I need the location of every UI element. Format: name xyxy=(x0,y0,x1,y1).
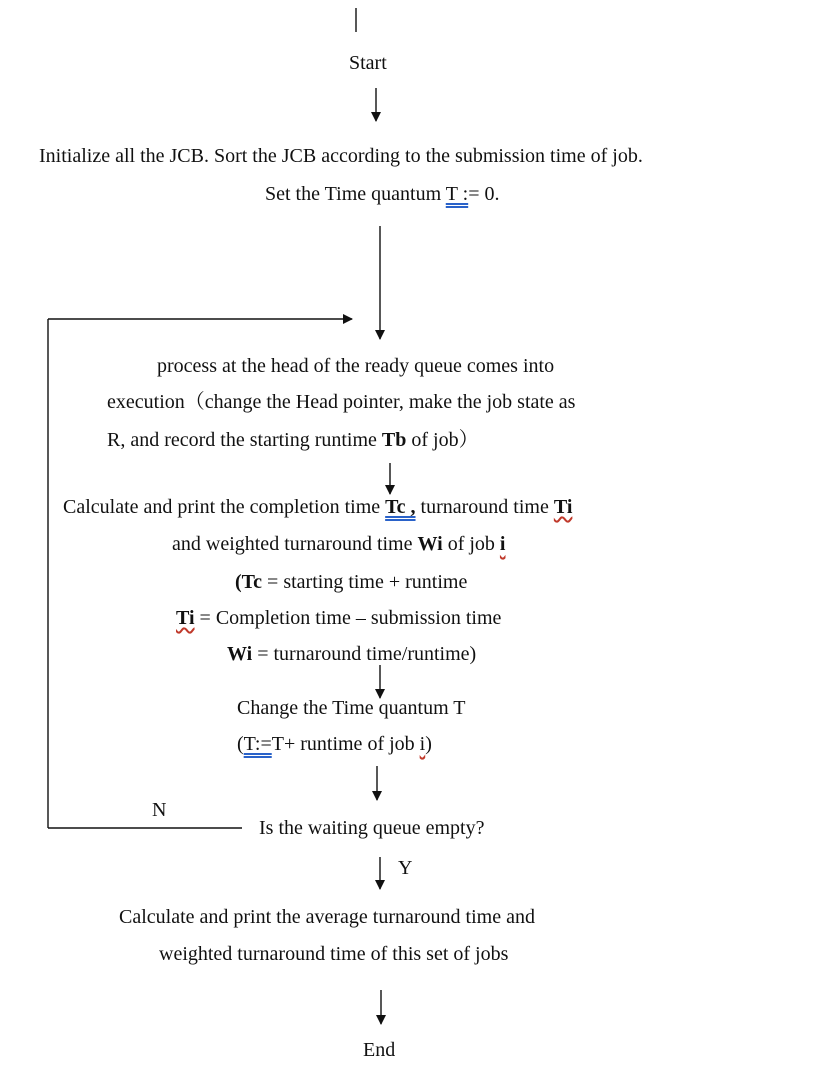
calc-text-line4-a: Ti xyxy=(176,607,195,629)
no-branch-label: N xyxy=(152,799,167,821)
calc-text-line3-b: = starting time + runtime xyxy=(262,571,468,593)
change-text-line2-b: T:= xyxy=(243,733,272,755)
change-text-line2-c: T+ runtime of job xyxy=(271,733,420,755)
calc-text-line1-a: Calculate and print the completion time xyxy=(63,496,386,518)
exec-text-line3-b: Tb xyxy=(381,429,407,451)
change-text-line2-e: ) xyxy=(425,733,432,755)
calc-text-line5-a: Wi xyxy=(227,643,253,665)
calc-text-line2-a: and weighted turnaround time xyxy=(172,533,418,555)
exec-text-line3 xyxy=(107,428,479,452)
yes-branch-label: Y xyxy=(398,857,413,879)
calc-text-line1-c: turnaround time xyxy=(415,496,554,518)
calc-text-line1-b: Tc , xyxy=(385,496,416,518)
end-node: End xyxy=(363,1039,396,1061)
decision-node: Is the waiting queue empty? xyxy=(259,817,485,839)
change-text-line2 xyxy=(237,732,432,756)
avg-text-line2: weighted turnaround time of this set of jobs xyxy=(159,943,509,965)
exec-text-line3-c: of job） xyxy=(406,429,479,451)
change-text-line1: Change the Time quantum T xyxy=(237,697,466,719)
calc-text-line1-d: Ti xyxy=(553,496,573,518)
init-text-line2-a: Set the Time quantum xyxy=(265,183,446,205)
calc-text-line2 xyxy=(172,532,505,556)
calc-text-line3 xyxy=(235,570,467,594)
init-text-line1: Initialize all the JCB. Sort the JCB according to the submission time of job. xyxy=(39,145,643,167)
calc-text-line5-b: = turnaround time/runtime) xyxy=(252,643,477,665)
calc-text-line1 xyxy=(63,495,572,519)
calc-text-line2-c: of job xyxy=(442,533,500,555)
calc-text-line4-b: = Completion time – submission time xyxy=(194,607,502,629)
init-text-line2-b: T : xyxy=(445,183,469,205)
init-text-line2-c: = 0. xyxy=(468,183,500,205)
start-node: Start xyxy=(349,52,387,74)
exec-text-line1: process at the head of the ready queue comes into xyxy=(157,355,555,377)
exec-text-line2: execution（change the Head pointer, make the job state as xyxy=(107,391,576,413)
exec-text-line3-a: R, and record the starting runtime xyxy=(107,429,382,451)
init-text-line2 xyxy=(265,182,499,206)
calc-text-line2-b: Wi xyxy=(417,533,443,555)
change-text-line2-d: i xyxy=(419,733,426,755)
calc-text-line2-d: i xyxy=(499,533,506,555)
calc-text-line5 xyxy=(227,642,476,666)
change-text-line2-a: ( xyxy=(237,733,244,755)
calc-text-line4 xyxy=(176,606,501,630)
avg-text-line1: Calculate and print the average turnaround time and xyxy=(119,906,535,928)
calc-text-line3-a: (Tc xyxy=(235,571,263,593)
